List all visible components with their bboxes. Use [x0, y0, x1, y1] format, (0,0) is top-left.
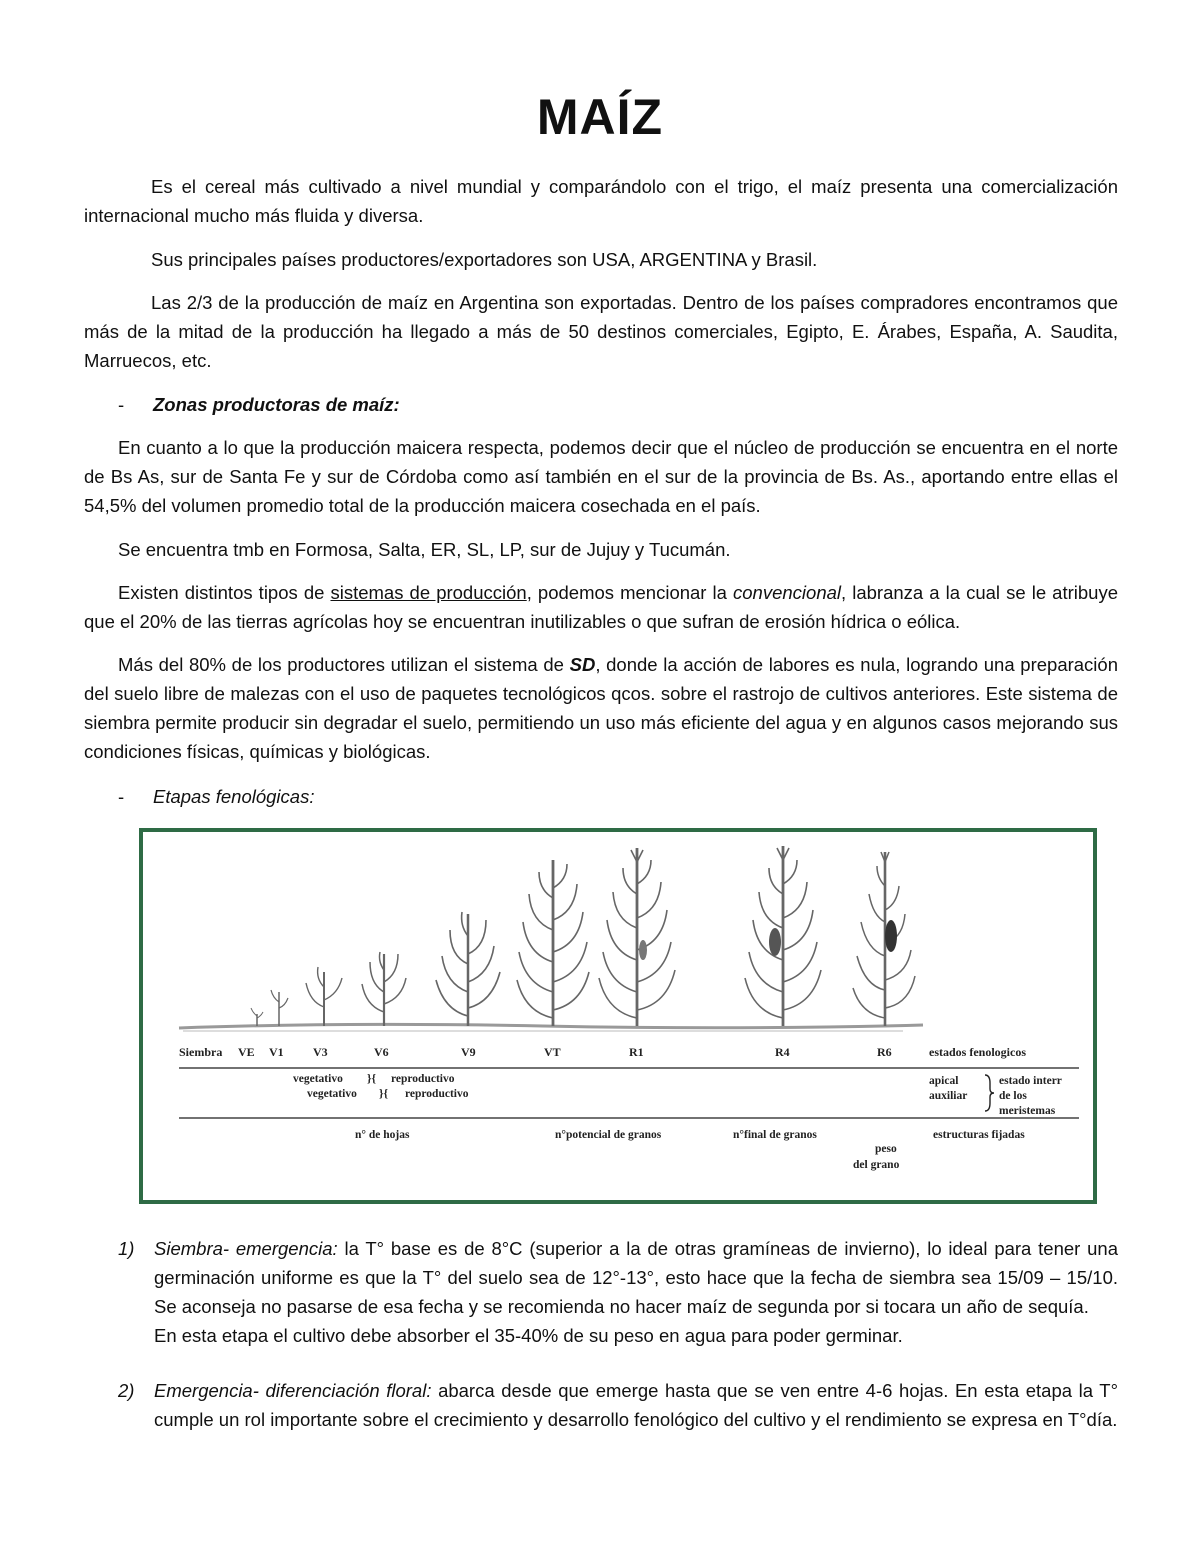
rep-label: reproductivo	[405, 1088, 469, 1100]
heading-zonas: Zonas productoras de maíz:	[153, 394, 400, 415]
stages-caption: estados fenologicos	[929, 1045, 1026, 1059]
ground-line	[179, 1024, 923, 1028]
plant-v6	[362, 952, 406, 1026]
stage-label: R4	[775, 1045, 790, 1059]
paragraph-sd	[84, 650, 1118, 766]
list-text	[154, 1234, 1118, 1321]
auxiliar-label: auxiliar	[929, 1090, 968, 1102]
estado-label: meristemas	[999, 1105, 1056, 1117]
paragraph-producers: Sus principales países productores/exportadores son USA, ARGENTINA y Brasil.	[151, 249, 818, 270]
heading-etapas: Etapas fenológicas:	[153, 786, 315, 807]
stage-label: R1	[629, 1045, 644, 1059]
veg-label: vegetativo	[293, 1073, 343, 1085]
paragraph-exports: Las 2/3 de la producción de maíz en Argentina son exportadas. Dentro de los países compradores encontramos que más de la mitad de la producción ha llegado a más de 50 destinos comerciales, Egipto, E. Árabes, España, A. Saudita, Marruecos, etc.	[84, 292, 1118, 371]
paragraph-intro: Es el cereal más cultivado a nivel mundial y comparándolo con el trigo, el maíz presenta una comercialización internacional mucho más fluida y diversa.	[84, 176, 1118, 226]
phenology-diagram	[143, 832, 1093, 1200]
list-content: abarca desde que emerge hasta que se ven entre 4-6 hojas. En esta etapa la T° cumple un rol importante sobre el crecimiento y desarrollo fenológico del cultivo y el rendimiento se expresa en T°día.	[154, 1380, 1119, 1430]
rep-label: reproductivo	[391, 1073, 455, 1085]
sd-text-a: Más del 80% de los productores utilizan el sistema de	[118, 654, 570, 675]
sd-text-b: , donde la acción de labores es nula, logrando una preparación del suelo libre de malezas con el uso de paquetes tecnológicos qcos. sobre el rastrojo de cultivos anteriores. Este sistema de siembra permite producir sin degradar el suelo, permitiendo un uso más eficiente del agua y en algunos casos mejorando sus condiciones físicas, químicas y biológicas.	[84, 654, 1118, 762]
sd-abbrev: SD	[569, 654, 596, 675]
list-number: 2)	[118, 1380, 135, 1401]
stage-label: V9	[461, 1045, 476, 1059]
plant-v9	[436, 912, 500, 1026]
list-label: Siembra- emergencia:	[154, 1238, 338, 1259]
estructuras-label: estructuras fijadas	[933, 1129, 1025, 1141]
brace: }{	[379, 1088, 389, 1100]
brace: }{	[367, 1073, 377, 1085]
list-text	[154, 1376, 1118, 1434]
potencial-label: n°potencial de granos	[555, 1129, 662, 1141]
systems-underlined: sistemas de producción	[330, 582, 527, 603]
list-body	[154, 1376, 1118, 1434]
paragraph-zones: En cuanto a lo que la producción maicera respecta, podemos decir que el núcleo de producción se encuentra en el norte de Bs As, sur de Santa Fe y sur de Córdoba como así también en el sur de la provincia de Bs. As., aportando entre ellas el 54,5% del volumen promedio total de la producción maicera cosechada en el país.	[84, 437, 1118, 516]
list-number: 1)	[118, 1238, 135, 1259]
yield-labels	[355, 1129, 1025, 1171]
stage-label: V3	[313, 1045, 328, 1059]
peso-label: peso	[875, 1143, 897, 1155]
development-labels	[293, 1073, 1062, 1117]
plant-vt	[517, 860, 589, 1026]
final-label: n°final de granos	[733, 1129, 817, 1141]
paragraph-systems	[84, 578, 1118, 636]
systems-italic: convencional	[733, 582, 842, 603]
stage-label: VT	[544, 1045, 561, 1059]
plant-ve	[251, 1008, 263, 1026]
plant-v1	[271, 990, 288, 1026]
systems-text-a: Existen distintos tipos de	[118, 582, 331, 603]
estado-label: de los	[999, 1090, 1027, 1102]
hojas-label: n° de hojas	[355, 1129, 410, 1141]
plant-v3	[306, 967, 342, 1026]
veg-label: vegetativo	[307, 1088, 357, 1100]
bullet-dash: -	[118, 394, 125, 415]
page-title: MAÍZ	[536, 89, 664, 145]
plant-r6	[853, 852, 915, 1026]
systems-text-c: , labranza a la cual se le atribuye que el 20% de las tierras agrícolas hoy se encuentran inutilizables o que sufran de erosión hídrica o eólica.	[84, 582, 1118, 632]
stage-label: V1	[269, 1045, 284, 1059]
peso-label: del grano	[853, 1159, 900, 1171]
stage-label: VE	[238, 1045, 255, 1059]
list-extra: En esta etapa el cultivo debe absorber el 35-40% de su peso en agua para poder germinar.	[154, 1325, 903, 1346]
list-body	[154, 1234, 1118, 1350]
paragraph-other-zones: Se encuentra tmb en Formosa, Salta, ER, SL, LP, sur de Jujuy y Tucumán.	[118, 539, 731, 560]
brace-shape	[985, 1075, 994, 1111]
plant-r1	[599, 848, 675, 1026]
list-content: la T° base es de 8°C (superior a la de otras gramíneas de invierno), lo ideal para tener una germinación uniforme es que la T° del suelo sea de 12°-13°, esto hace que la fecha de siembra sea 15/09 – 15/10. Se aconseja no pasarse de esa fecha y se recomienda no hacer maíz de segunda por si tocara un año de sequía.	[154, 1238, 1118, 1317]
stage-label: Siembra	[179, 1045, 223, 1059]
stage-label: V6	[374, 1045, 389, 1059]
estado-label: estado interr	[999, 1075, 1062, 1087]
systems-text-b: , podemos mencionar la	[526, 582, 734, 603]
bullet-dash: -	[118, 786, 125, 807]
stage-label: R6	[877, 1045, 892, 1059]
plant-r4	[745, 846, 821, 1026]
stage-labels	[179, 1045, 1026, 1059]
apical-label: apical	[929, 1075, 959, 1087]
list-label: Emergencia- diferenciación floral:	[154, 1380, 432, 1401]
phenology-figure	[139, 828, 1097, 1204]
